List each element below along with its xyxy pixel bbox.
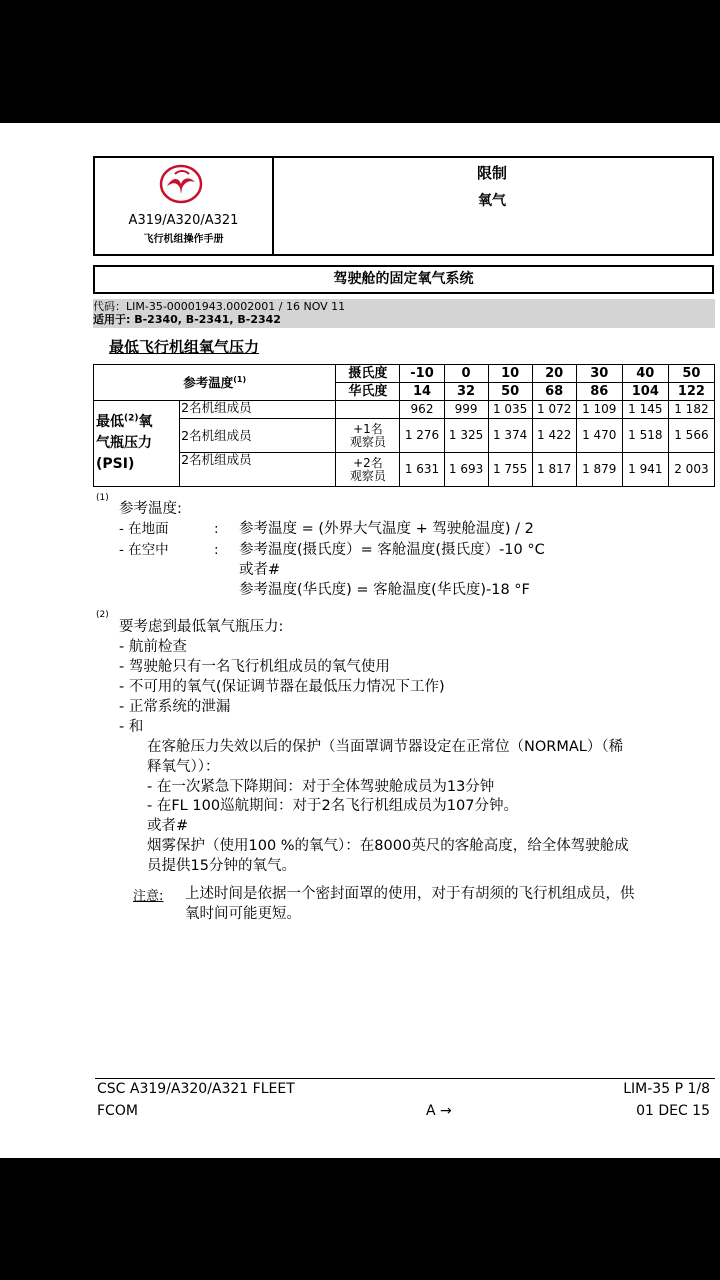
pressure-cell: 1 566 (668, 419, 714, 453)
smoke-line-2: 员提供15分钟的氧气。 (147, 858, 296, 874)
footer-fcom: FCOM (97, 1103, 138, 1119)
airline-logo-icon (159, 164, 203, 204)
fahrenheit-cell: 86 (576, 383, 622, 401)
pressure-cell: 1 276 (400, 419, 444, 453)
applicability (93, 313, 715, 326)
list-item: - 驾驶舱只有一名飞行机组成员的氧气使用 (119, 659, 390, 675)
footnote-2-title: 要考虑到最低氧气瓶压力: (119, 619, 284, 635)
footer-date: 01 DEC 15 (636, 1103, 710, 1119)
ground-label: - 在地面 (119, 521, 169, 537)
manual-name: 飞行机组操作手册 (143, 234, 224, 245)
celsius-cell: 0 (444, 365, 488, 383)
protect-line-1: 在客舱压力失效以后的保护（当面罩调节器设定在正常位（NORMAL）（稀 (147, 739, 624, 755)
observer-cell: +1名 观察员 (336, 419, 400, 453)
topic-title: 驾驶舱的固定氧气系统 (93, 265, 714, 294)
celsius-cell: 50 (668, 365, 714, 383)
doc-code: 代码：LIM-35-00001943.0002001 / 16 NOV 11 (93, 300, 346, 313)
document-page (0, 123, 720, 1158)
footnote-1-title: 参考温度: (119, 501, 182, 517)
pressure-cell: 1 941 (622, 453, 668, 487)
chapter-title: 限制 (476, 164, 507, 182)
footer-fleet: CSC A319/A320/A321 FLEET (97, 1081, 295, 1097)
footer-divider (95, 1078, 715, 1079)
footer-revision: A → (426, 1103, 452, 1119)
pressure-cell: 1 879 (576, 453, 622, 487)
pressure-cell: 999 (444, 401, 488, 419)
air-formula-fahrenheit: 参考温度(华氏度) = 客舱温度(华氏度)-18 °F (239, 582, 530, 598)
pressure-cell: 1 035 (488, 401, 532, 419)
or-label: 或者# (147, 818, 189, 834)
fahrenheit-cell: 68 (532, 383, 576, 401)
fahrenheit-cell: 104 (622, 383, 668, 401)
fahrenheit-label: 华氏度 (336, 383, 400, 401)
oxygen-pressure-table (93, 364, 715, 487)
pressure-cell: 1 325 (444, 419, 488, 453)
sub-item: - 在一次紧急下降期间：对于全体驾驶舱成员为13分钟 (147, 779, 495, 795)
pressure-cell: 1 422 (532, 419, 576, 453)
celsius-cell: 40 (622, 365, 668, 383)
ground-colon: : (214, 521, 219, 537)
section-title: 氧气 (478, 193, 506, 209)
header-left-cell (95, 158, 274, 254)
air-label: - 在空中 (119, 542, 169, 558)
pressure-cell: 1 182 (668, 401, 714, 419)
celsius-cell: 30 (576, 365, 622, 383)
pressure-cell: 1 109 (576, 401, 622, 419)
fahrenheit-cell: 122 (668, 383, 714, 401)
fahrenheit-cell: 14 (400, 383, 444, 401)
note-line-2: 氧时间可能更短。 (185, 906, 301, 922)
meta-bar (93, 299, 715, 328)
crew-cell: 2名机组成员 (180, 419, 336, 453)
list-item: - 和 (119, 719, 144, 735)
fahrenheit-cell: 50 (488, 383, 532, 401)
pressure-cell: 1 755 (488, 453, 532, 487)
pressure-cell: 1 631 (400, 453, 444, 487)
celsius-cell: -10 (400, 365, 444, 383)
air-formula-celsius: 参考温度(摄氏度）= 客舱温度(摄氏度）-10 °C (239, 542, 545, 558)
list-item: - 航前检查 (119, 639, 187, 655)
fahrenheit-cell: 32 (444, 383, 488, 401)
footnote-mark: (1) (96, 493, 109, 503)
smoke-line-1: 烟雾保护（使用100 %的氧气）：在8000英尺的客舱高度，给全体驾驶舱成 (147, 838, 629, 854)
celsius-cell: 10 (488, 365, 532, 383)
sub-item: - 在FL 100巡航期间：对于2名飞行机组成员为107分钟。 (147, 798, 518, 814)
crew-cell: 2名机组成员 (180, 453, 336, 487)
ground-formula: 参考温度 = (外界大气温度 + 驾驶舱温度) / 2 (239, 521, 534, 537)
crew-cell: 2名机组成员 (180, 401, 336, 419)
pressure-cell: 1 470 (576, 419, 622, 453)
pressure-cell: 1 693 (444, 453, 488, 487)
footer-page: LIM-35 P 1/8 (623, 1081, 710, 1097)
pressure-cell: 1 145 (622, 401, 668, 419)
celsius-label: 摄氏度 (336, 365, 400, 383)
protect-line-2: 释氧气））： (147, 759, 220, 775)
air-or: 或者# (239, 562, 281, 578)
air-colon: : (214, 542, 219, 558)
pressure-cell: 962 (400, 401, 444, 419)
aircraft-model: A319/A320/A321 (128, 213, 239, 228)
footnote-mark: (2) (96, 610, 109, 620)
applicable-label: 适用于: (93, 313, 131, 326)
min-pressure-label: 最低$^{(2)}$氧 气瓶压力 (PSI) (94, 401, 180, 487)
ref-temp-header: 参考温度$^{(1)}$ (94, 365, 336, 401)
pressure-cell: 1 518 (622, 419, 668, 453)
note-label: 注意: (133, 889, 164, 904)
pressure-cell: 1 817 (532, 453, 576, 487)
list-item: - 正常系统的泄漏 (119, 699, 231, 715)
table-heading: 最低飞行机组氧气压力 (109, 338, 260, 356)
observer-cell (336, 401, 400, 419)
applicable-value: B-2340, B-2341, B-2342 (130, 313, 281, 326)
observer-cell: +2名 观察员 (336, 453, 400, 487)
pressure-cell: 1 072 (532, 401, 576, 419)
celsius-cell: 20 (532, 365, 576, 383)
page-header (93, 156, 714, 256)
pressure-cell: 2 003 (668, 453, 714, 487)
note-line-1: 上述时间是依据一个密封面罩的使用，对于有胡须的飞行机组成员，供 (185, 886, 635, 902)
pressure-cell: 1 374 (488, 419, 532, 453)
list-item: - 不可用的氧气(保证调节器在最低压力情况下工作) (119, 679, 445, 695)
